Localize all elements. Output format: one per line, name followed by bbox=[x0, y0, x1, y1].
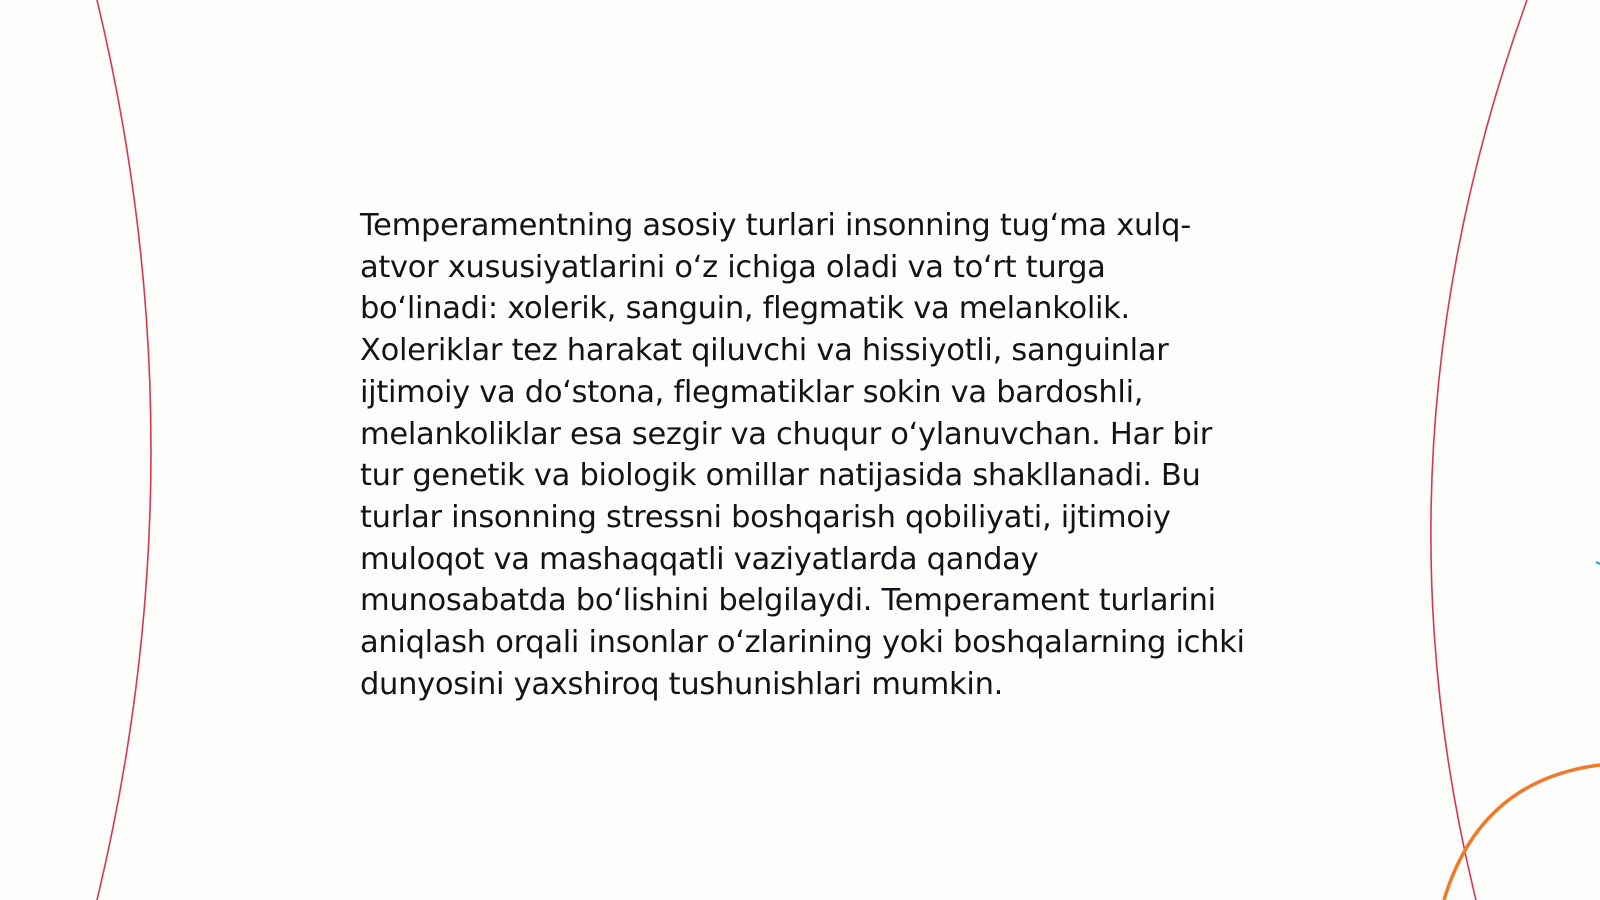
right-curve bbox=[1431, 0, 1527, 900]
left-curve bbox=[97, 0, 151, 900]
orange-arc bbox=[1444, 765, 1600, 900]
body-paragraph: Temperamentning asosiy turlari insonning tug‘ma xulq-atvor xususiyatlarini o‘z ichiga oladi va to‘rt turga bo‘linadi: xolerik, sanguin, flegmatik va melankolik. Xoleriklar tez harakat qiluvchi va hissiyotli, sanguinlar ijtimoiy va do‘stona, flegmatiklar sokin va bardoshli, melankoliklar esa sezgir va chuqur o‘ylanuvchan. Har bir tur genetik va biologik omillar natijasida shakllanadi. Bu turlar insonning stressni boshqarish qobiliyati, ijtimoiy muloqot va mashaqqatli vaziyatlarda qanday munosabatda bo‘lishini belgilaydi. Temperament turlarini aniqlash orqali insonlar o‘zlarining yoki boshqalarning ichki dunyosini yaxshiroq tushunishlari mumkin. bbox=[360, 208, 1245, 702]
teal-accent bbox=[1596, 562, 1600, 564]
